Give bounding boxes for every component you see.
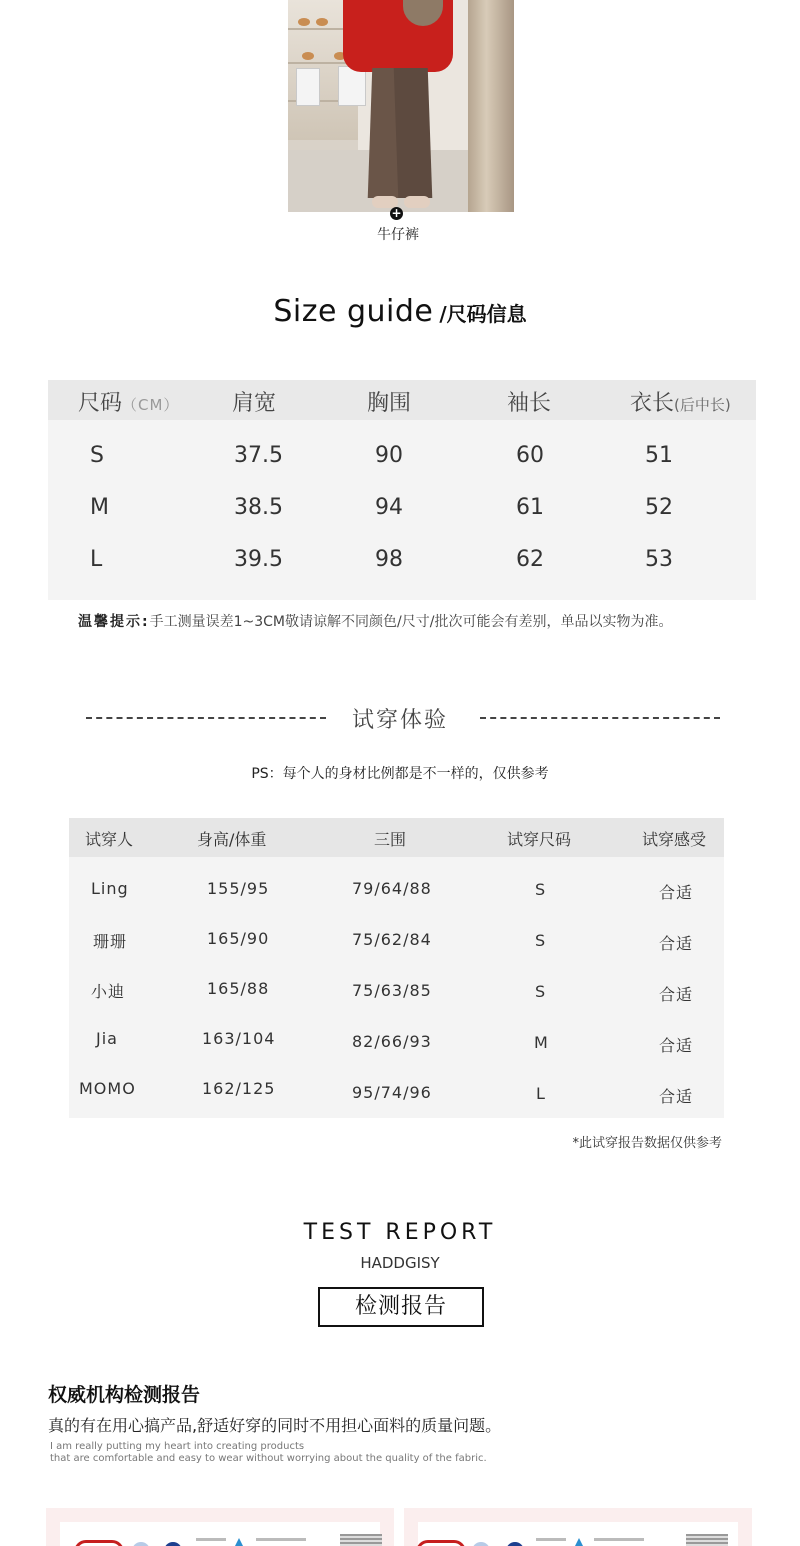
report-thumbnail[interactable] — [404, 1508, 752, 1546]
tester-cell: Jia — [96, 1029, 118, 1048]
barcode-icon — [340, 1534, 382, 1546]
authority-report-english — [50, 1441, 487, 1465]
feeling-cell: 合适 — [659, 1087, 694, 1106]
fitting-table-header — [69, 818, 724, 857]
english-line-2: that are comfortable and easy to wear without worrying about the quality of the fabric. — [50, 1453, 487, 1464]
shoulder-cell: 37.5 — [234, 443, 283, 468]
measurements-cell: 95/74/96 — [352, 1083, 432, 1102]
size-tip-text: 手工测量误差1~3CM敬请谅解不同颜色/尺寸/批次可能会有差别，单品以实物为准。 — [149, 614, 673, 630]
test-report-button[interactable]: 检测报告 — [318, 1287, 484, 1327]
header-height-weight: 身高/体重 — [197, 830, 267, 849]
feeling-cell: 合适 — [659, 1036, 694, 1055]
header-tried-size: 试穿尺码 — [507, 830, 572, 849]
plus-icon[interactable]: + — [391, 206, 402, 220]
size-tip-label: 温馨提示: — [78, 614, 150, 630]
chest-cell: 98 — [375, 547, 403, 572]
report-thumbnail[interactable] — [46, 1508, 394, 1546]
size-guide-title — [0, 294, 800, 329]
barcode-icon — [686, 1534, 728, 1546]
cma-logo-icon — [416, 1540, 466, 1546]
header-size-unit: （CM） — [122, 396, 180, 414]
measurements-cell: 82/66/93 — [352, 1032, 432, 1051]
tiny-text — [196, 1538, 226, 1541]
length-cell: 52 — [645, 495, 673, 520]
tried-size-cell: L — [536, 1084, 546, 1103]
size-table — [48, 380, 756, 600]
english-line-1: I am really putting my heart into creating products — [50, 1441, 305, 1452]
shoe — [404, 196, 430, 208]
authority-report-title: 权威机构检测报告 — [48, 1384, 201, 1406]
tester-cell: Ling — [91, 879, 129, 898]
height-weight-cell: 162/125 — [202, 1079, 276, 1098]
size-cell: M — [90, 495, 109, 520]
pastry — [298, 18, 310, 26]
authority-report-subtitle: 真的有在用心搞产品,舒适好穿的同时不用担心面料的质量问题。 — [48, 1416, 502, 1435]
header-size-label: 尺码 — [78, 391, 123, 416]
length-cell: 51 — [645, 443, 673, 468]
fitting-title — [0, 703, 800, 733]
header-size — [78, 386, 179, 417]
chest-cell: 90 — [375, 443, 403, 468]
size-tip — [78, 611, 672, 631]
header-length-sub: (后中长) — [674, 396, 731, 414]
pastry — [316, 18, 328, 26]
fitting-ps: PS：每个人的身材比例都是不一样的，仅供参考 — [251, 766, 549, 782]
fitting-table — [69, 818, 724, 1118]
size-table-header — [48, 380, 756, 420]
size-cell: S — [90, 443, 104, 468]
header-length-label: 衣长 — [630, 391, 675, 416]
size-guide-title-cn: /尺码信息 — [439, 302, 527, 326]
sleeve-cell: 62 — [516, 547, 544, 572]
height-weight-cell: 165/90 — [207, 929, 270, 948]
photo-caption: 牛仔裤 — [377, 227, 419, 243]
tiny-text — [256, 1538, 306, 1541]
pants-leg — [394, 68, 433, 198]
product-photo — [288, 0, 514, 212]
header-length — [630, 386, 731, 417]
header-feeling: 试穿感受 — [642, 830, 707, 849]
tester-cell: 珊珊 — [93, 932, 128, 951]
shoulder-cell: 38.5 — [234, 495, 283, 520]
feeling-cell: 合适 — [659, 934, 694, 953]
tiny-text — [594, 1538, 644, 1541]
header-measurements: 三围 — [374, 830, 407, 849]
tester-cell: 小迪 — [91, 982, 126, 1001]
feeling-cell: 合适 — [659, 883, 694, 902]
fitting-note: *此试穿报告数据仅供参考 — [572, 1136, 722, 1151]
sign — [338, 66, 366, 106]
pastry — [302, 52, 314, 60]
tester-cell: MOMO — [79, 1079, 136, 1098]
tried-size-cell: S — [535, 880, 547, 899]
feeling-cell: 合适 — [659, 985, 694, 1004]
shoulder-cell: 39.5 — [234, 547, 283, 572]
tried-size-cell: S — [535, 982, 547, 1001]
length-cell: 53 — [645, 547, 673, 572]
sleeve-cell: 61 — [516, 495, 544, 520]
height-weight-cell: 163/104 — [202, 1029, 276, 1048]
sign — [296, 68, 320, 106]
brand-name: HADDGISY — [360, 1254, 440, 1272]
header-tester: 试穿人 — [85, 830, 134, 849]
tiny-text — [536, 1538, 566, 1541]
size-cell: L — [90, 547, 103, 572]
fitting-title-text: 试穿体验 — [351, 708, 448, 733]
tried-size-cell: S — [535, 931, 547, 950]
height-weight-cell: 155/95 — [207, 879, 270, 898]
cma-logo-icon — [74, 1540, 124, 1546]
header-chest: 胸围 — [367, 391, 412, 416]
chest-cell: 94 — [375, 495, 403, 520]
measurements-cell: 75/62/84 — [352, 930, 432, 949]
tried-size-cell: M — [534, 1033, 549, 1052]
divider-dashes-right — [480, 717, 720, 719]
measurements-cell: 79/64/88 — [352, 879, 432, 898]
header-sleeve: 袖长 — [507, 391, 552, 416]
door-frame — [468, 0, 514, 212]
height-weight-cell: 165/88 — [207, 979, 270, 998]
size-guide-title-en: Size guide — [273, 294, 434, 329]
measurements-cell: 75/63/85 — [352, 981, 432, 1000]
header-shoulder: 肩宽 — [232, 391, 277, 416]
test-report-title: TEST REPORT — [303, 1220, 497, 1245]
sleeve-cell: 60 — [516, 443, 544, 468]
